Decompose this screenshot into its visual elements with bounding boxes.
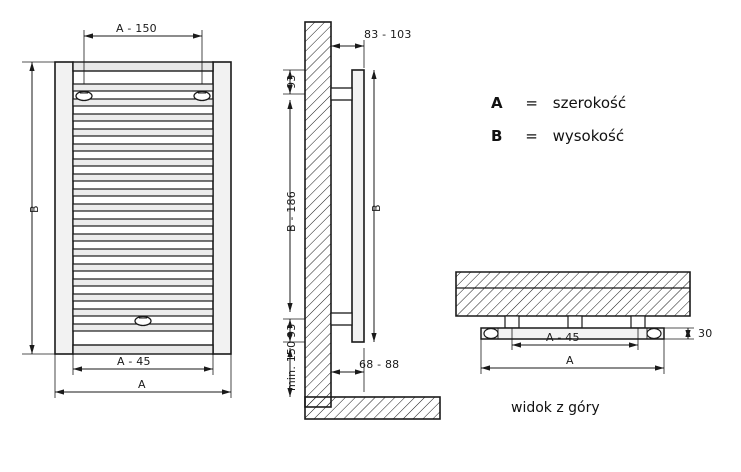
dim-label-side-bracket-depth: 68 - 88	[359, 358, 400, 371]
dim-label-top-thickness: 30	[698, 327, 713, 340]
dim-label-front-height: B	[28, 205, 41, 213]
dim-label-front-bottom-outer: A	[138, 378, 146, 391]
dim-label-side-bottom-offset: 93	[285, 323, 298, 338]
dim-label-side-min-floor: min. 150	[285, 340, 298, 391]
dim-label-top-inner: A - 45	[546, 331, 580, 344]
dim-label-front-bottom-inner: A - 45	[117, 355, 151, 368]
legend-eq-a: =	[525, 94, 538, 112]
legend-value-a: szerokość	[552, 94, 627, 112]
top-view-section	[456, 272, 694, 374]
dim-label-front-top: A - 150	[116, 22, 157, 35]
front-view-radiator	[22, 30, 231, 398]
legend-eq-b: =	[525, 127, 538, 145]
legend-row-a	[491, 94, 626, 112]
legend-key-b: B	[491, 127, 503, 145]
legend-row-b	[491, 127, 624, 145]
legend-key-a: A	[491, 94, 503, 112]
legend-value-b: wysokość	[552, 127, 625, 145]
dim-label-side-wall-height: B - 186	[285, 191, 298, 232]
dim-label-side-top-offset: 93	[285, 74, 298, 89]
dim-label-side-rail-height: B	[370, 204, 383, 212]
dim-label-top-outer: A	[566, 354, 574, 367]
dim-label-side-depth-top: 83 - 103	[364, 28, 412, 41]
top-view-caption: widok z góry	[511, 400, 600, 416]
